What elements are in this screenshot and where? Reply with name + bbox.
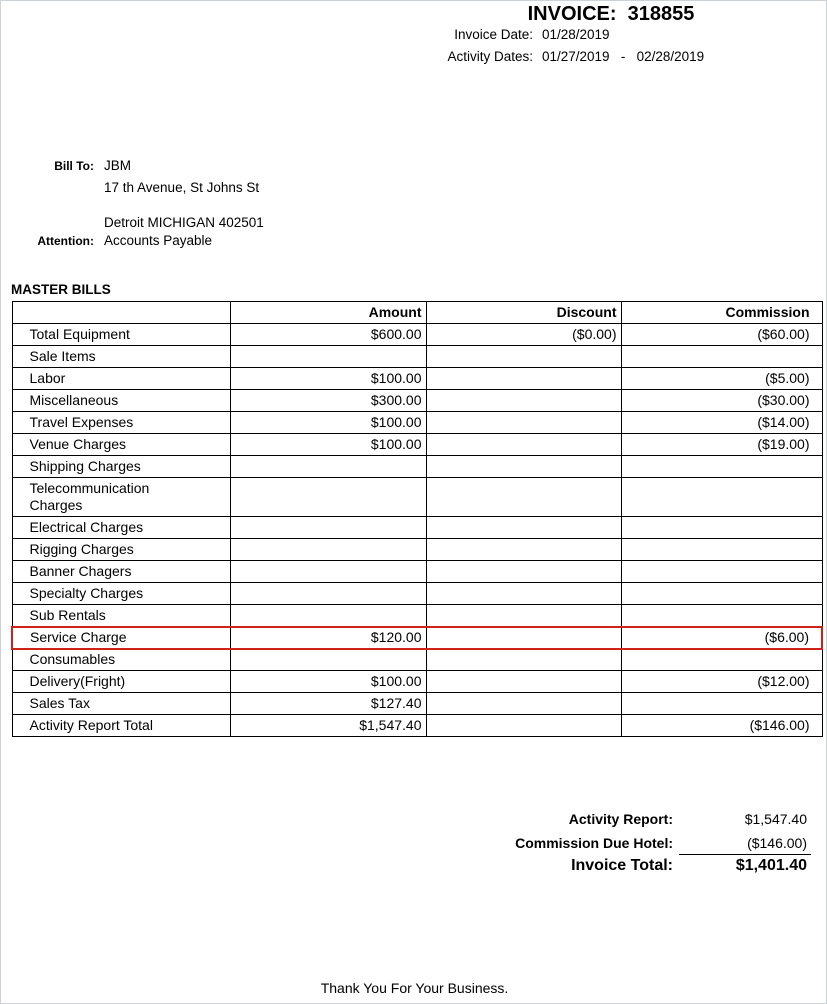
row-label-cell: Banner Chagers	[12, 561, 230, 583]
summary-total-divider	[679, 854, 811, 855]
row-amount-cell	[230, 583, 426, 605]
bill-to-address-line2: Detroit MICHIGAN 402501	[104, 215, 264, 230]
column-header-commission: Commission	[621, 302, 822, 324]
table-row	[12, 693, 822, 715]
row-commission-cell	[621, 605, 822, 627]
table-row	[12, 605, 822, 627]
activity-report-value: $1,547.40	[744, 811, 807, 827]
table-row	[12, 390, 822, 412]
table-row	[12, 539, 822, 561]
row-discount-cell	[426, 583, 621, 605]
row-discount-cell	[426, 539, 621, 561]
row-label-cell: Service Charge	[12, 627, 230, 649]
invoice-total-value: $1,401.40	[735, 857, 807, 874]
row-discount-cell	[426, 671, 621, 693]
table-row	[12, 456, 822, 478]
row-discount-cell	[426, 561, 621, 583]
row-commission-cell	[621, 583, 822, 605]
row-amount-cell	[230, 478, 426, 517]
row-discount-cell	[426, 478, 621, 517]
table-row	[12, 434, 822, 456]
master-bills-body	[12, 324, 822, 737]
row-commission-cell	[621, 478, 822, 517]
row-commission-cell: ($12.00)	[621, 671, 822, 693]
row-label-cell: Venue Charges	[12, 434, 230, 456]
bill-to-name: JBM	[104, 158, 131, 173]
row-commission-cell	[621, 649, 822, 671]
row-discount-cell	[426, 434, 621, 456]
table-row	[12, 368, 822, 390]
row-amount-cell	[230, 346, 426, 368]
row-amount-cell	[230, 605, 426, 627]
footer-message: Thank You For Your Business.	[320, 980, 509, 996]
commission-due-hotel-value: ($146.00)	[747, 835, 807, 851]
row-discount-cell	[426, 627, 621, 649]
table-row-highlighted	[12, 627, 822, 649]
row-commission-cell: ($30.00)	[621, 390, 822, 412]
row-commission-cell	[621, 346, 822, 368]
row-label-cell: Travel Expenses	[12, 412, 230, 434]
row-commission-cell: ($60.00)	[621, 324, 822, 346]
table-row	[12, 412, 822, 434]
row-amount-cell	[230, 539, 426, 561]
row-amount-cell: $300.00	[230, 390, 426, 412]
row-label-cell: Labor	[12, 368, 230, 390]
row-commission-cell	[621, 517, 822, 539]
table-row	[12, 715, 822, 737]
table-header-row	[12, 302, 822, 324]
activity-dates-label: Activity Dates:	[447, 49, 533, 64]
row-discount-cell	[426, 412, 621, 434]
row-label-cell: Specialty Charges	[12, 583, 230, 605]
invoice-date-value: 01/28/2019	[542, 27, 610, 42]
table-row	[12, 324, 822, 346]
attention-value: Accounts Payable	[104, 233, 213, 248]
row-commission-cell: ($14.00)	[621, 412, 822, 434]
column-header-amount: Amount	[230, 302, 426, 324]
row-label-cell: Telecommunication Charges	[12, 478, 230, 517]
row-label-cell: Consumables	[12, 649, 230, 671]
row-amount-cell: $100.00	[230, 434, 426, 456]
row-label-cell: Sale Items	[12, 346, 230, 368]
row-amount-cell: $100.00	[230, 368, 426, 390]
row-discount-cell	[426, 517, 621, 539]
row-label-cell: Sales Tax	[12, 693, 230, 715]
row-discount-cell	[426, 649, 621, 671]
row-label-cell: Total Equipment	[12, 324, 230, 346]
row-commission-cell	[621, 539, 822, 561]
row-discount-cell	[426, 346, 621, 368]
row-label-cell: Miscellaneous	[12, 390, 230, 412]
invoice-date-label: Invoice Date:	[454, 27, 533, 42]
row-commission-cell: ($19.00)	[621, 434, 822, 456]
row-discount-cell	[426, 456, 621, 478]
master-bills-table	[11, 301, 823, 737]
row-amount-cell: $100.00	[230, 671, 426, 693]
row-amount-cell	[230, 649, 426, 671]
table-row	[12, 561, 822, 583]
row-amount-cell: $100.00	[230, 412, 426, 434]
row-commission-cell	[621, 456, 822, 478]
row-amount-cell	[230, 517, 426, 539]
row-commission-cell: ($5.00)	[621, 368, 822, 390]
row-label-cell: Electrical Charges	[12, 517, 230, 539]
row-label-cell: Activity Report Total	[12, 715, 230, 737]
row-commission-cell	[621, 693, 822, 715]
table-row	[12, 671, 822, 693]
row-amount-cell: $127.40	[230, 693, 426, 715]
attention-label: Attention:	[37, 234, 94, 248]
bill-to-address-line1: 17 th Avenue, St Johns St	[104, 180, 260, 195]
row-commission-cell	[621, 561, 822, 583]
activity-dates-value: 01/27/2019 - 02/28/2019	[542, 49, 705, 64]
column-header-blank	[12, 302, 230, 324]
table-row	[12, 583, 822, 605]
row-discount-cell	[426, 715, 621, 737]
row-label-cell: Shipping Charges	[12, 456, 230, 478]
row-amount-cell: $1,547.40	[230, 715, 426, 737]
invoice-title: INVOICE: 318855	[527, 3, 695, 25]
row-label-cell: Sub Rentals	[12, 605, 230, 627]
row-commission-cell: ($6.00)	[621, 627, 822, 649]
row-commission-cell: ($146.00)	[621, 715, 822, 737]
activity-report-label: Activity Report:	[568, 811, 673, 827]
row-amount-cell	[230, 561, 426, 583]
row-discount-cell	[426, 605, 621, 627]
commission-due-hotel-label: Commission Due Hotel:	[515, 835, 673, 851]
row-discount-cell	[426, 693, 621, 715]
row-discount-cell: ($0.00)	[426, 324, 621, 346]
row-label-cell: Delivery(Fright)	[12, 671, 230, 693]
row-amount-cell	[230, 456, 426, 478]
row-label-cell: Rigging Charges	[12, 539, 230, 561]
table-row	[12, 517, 822, 539]
row-discount-cell	[426, 368, 621, 390]
table-row	[12, 478, 822, 517]
row-discount-cell	[426, 390, 621, 412]
table-row	[12, 649, 822, 671]
bill-to-label: Bill To:	[54, 159, 94, 173]
master-bills-section-title: MASTER BILLS	[11, 282, 111, 297]
table-row	[12, 346, 822, 368]
row-amount-cell: $600.00	[230, 324, 426, 346]
column-header-discount: Discount	[426, 302, 621, 324]
invoice-total-label: Invoice Total:	[571, 857, 673, 874]
row-amount-cell: $120.00	[230, 627, 426, 649]
